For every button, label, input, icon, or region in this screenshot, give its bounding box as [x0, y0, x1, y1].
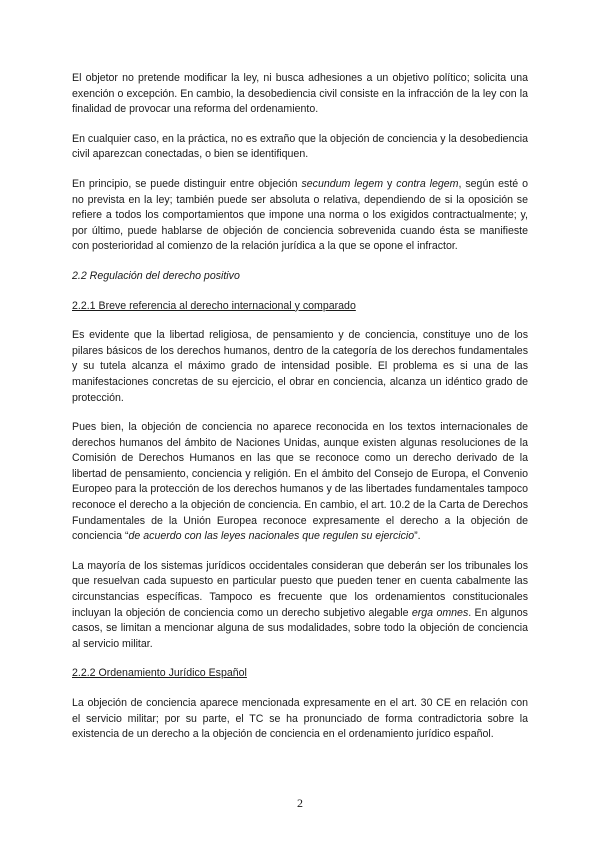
quote-ejercicio: de acuerdo con las leyes nacionales que regulen su ejercicio [128, 530, 415, 543]
section-heading-2-2: 2.2 Regulación del derecho positivo [72, 269, 240, 282]
page-number: 2 [297, 796, 303, 810]
text-run: En principio, se puede distinguir entre objeción [72, 177, 302, 190]
term-contra-legem: contra legem [396, 177, 459, 190]
section-heading-2-2-1: 2.2.1 Breve referencia al derecho internacional y comparado [72, 299, 356, 312]
text-run: La mayoría de los sistemas jurídicos occidentales consideran que deberán ser los tribunales los que resuelvan cada supuesto en particular puesto que pueden tener en cuenta cabalmente las circunstancias específicas. Tampoco es frecuente que los ordenamientos constitucionales incluyan la objeción de conciencia como un derecho subjetivo alegable [72, 559, 528, 619]
paragraph-sistemas-juridicos [72, 559, 528, 653]
paragraph-textos-internacionales [72, 420, 528, 545]
term-erga-omnes: erga omnes [411, 606, 469, 619]
document-body [72, 71, 528, 757]
term-secundum-legem: secundum legem [301, 177, 384, 190]
paragraph-ordenamiento-espanol: La objeción de conciencia aparece mencionada expresamente en el art. 30 CE en relación con el servicio militar; por su parte, el TC se ha pronunciado de forma contradictoria sobre la existencia de un derecho a la objeción de conciencia en el ordenamiento jurídico español. [72, 697, 528, 741]
text-run: y [383, 177, 397, 190]
text-run: . En algunos casos, se limitan a mencionar alguna de sus modalidades, sobre todo la objeción de conciencia al servicio militar. [72, 606, 528, 650]
paragraph-libertad-religiosa: Es evidente que la libertad religiosa, de pensamiento y de conciencia, constituye uno de los pilares básicos de los derechos humanos, dentro de la categoría de los derechos fundamentales y su tutela alcanza el máximo grado de intensidad posible. El problema es si una de las manifestaciones concretas de su ejercicio, el obrar en conciencia, alcanza un idéntico grado de protección. [72, 329, 528, 404]
paragraph-conexion: En cualquier caso, en la práctica, no es extraño que la objeción de conciencia y la desobediencia civil aparezcan conectadas, o bien se identifiquen. [72, 132, 528, 161]
section-heading-2-2-2: 2.2.2 Ordenamiento Jurídico Español [72, 667, 247, 680]
text-run: , según esté o no prevista en la ley; también puede ser absoluta o relativa, dependiendo de si la oposición se refiere a todos los comportamientos que impone una norma o los exigidos contractualmente; y, por último, puede hablarse de objeción de conciencia sobrevenida cuando ésta se manifieste con posterioridad al comienzo de la relación jurídica a la que se opone el infractor. [72, 177, 528, 253]
paragraph-tipologia [72, 177, 528, 255]
text-run: Pues bien, la objeción de conciencia no aparece reconocida en los textos internacionales de derechos humanos del ámbito de Naciones Unidas, aunque existen algunas resoluciones de la Comisión de Derechos Humanos en las que se reconoce como un derecho derivado de la libertad de pensamiento, conciencia y religión. En el ámbito del Consejo de Europa, el Convenio Europeo para la protección de los derechos humanos y de las libertades fundamentales tampoco reconoce el derecho a la objeción de conciencia. En cambio, el art. 10.2 de la Carta de Derechos Fundamentales de la Unión Europea reconoce expresamente el derecho a la objeción de conciencia “ [72, 421, 528, 543]
text-run: ”. [414, 530, 421, 543]
paragraph-objetor: El objetor no pretende modificar la ley, ni busca adhesiones a un objetivo político; solicita una exención o excepción. En cambio, la desobediencia civil consiste en la infracción de la ley con la finalidad de provocar una reforma del ordenamiento. [72, 72, 528, 116]
